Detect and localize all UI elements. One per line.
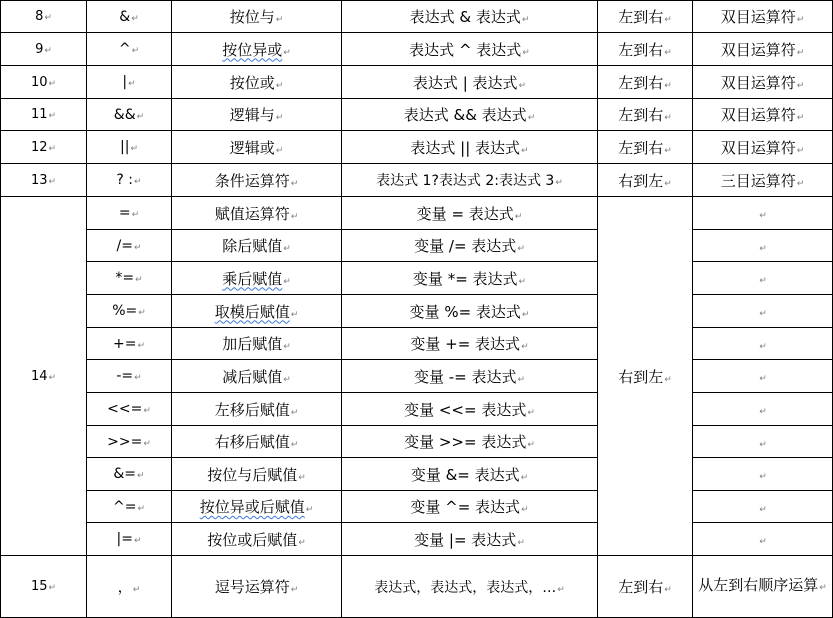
form-cell: 表达式 ^ 表达式↵ (342, 33, 598, 66)
operator-cell: |↵ (87, 66, 172, 99)
name-cell: 左移后赋值↵ (172, 393, 342, 426)
precedence-cell: 10↵ (1, 66, 87, 99)
associativity-cell: 左到右↵ (598, 99, 693, 131)
form-cell: 变量 += 表达式↵ (342, 328, 598, 360)
precedence-cell: 11↵ (1, 99, 87, 131)
description-cell: ↵ (693, 491, 833, 523)
form-cell: 变量 *= 表达式↵ (342, 262, 598, 295)
table-row (1, 393, 833, 426)
description-cell: 从左到右顺序运算↵ (693, 556, 833, 618)
precedence-cell: 8↵ (1, 1, 87, 33)
precedence-cell: 9↵ (1, 33, 87, 66)
operator-cell: <<=↵ (87, 393, 172, 426)
name-cell: 逻辑与↵ (172, 99, 342, 131)
name-cell: 按位与后赋值↵ (172, 458, 342, 491)
precedence-cell: 12↵ (1, 131, 87, 164)
name-cell: 赋值运算符↵ (172, 197, 342, 230)
associativity-cell: 左到右↵ (598, 33, 693, 66)
table-row (1, 360, 833, 393)
name-cell: 按位异或↵ (172, 33, 342, 66)
operator-cell: *=↵ (87, 262, 172, 295)
description-cell: 三目运算符↵ (693, 164, 833, 197)
table-row (1, 295, 833, 328)
description-cell: ↵ (693, 523, 833, 556)
form-cell: 变量 -= 表达式↵ (342, 360, 598, 393)
name-cell: 乘后赋值↵ (172, 262, 342, 295)
table-row (1, 33, 833, 66)
table-row (1, 230, 833, 262)
table-row (1, 426, 833, 458)
operator-cell: /=↵ (87, 230, 172, 262)
name-cell: 逻辑或↵ (172, 131, 342, 164)
form-cell: 变量 |= 表达式↵ (342, 523, 598, 556)
description-cell: ↵ (693, 328, 833, 360)
associativity-cell: 左到右↵ (598, 556, 693, 618)
name-cell: 加后赋值↵ (172, 328, 342, 360)
associativity-cell: 右到左↵ (598, 197, 693, 556)
table-row (1, 197, 833, 230)
precedence-cell: 13↵ (1, 164, 87, 197)
name-cell: 减后赋值↵ (172, 360, 342, 393)
description-cell: 双目运算符↵ (693, 131, 833, 164)
operator-cell: &↵ (87, 1, 172, 33)
description-cell: 双目运算符↵ (693, 66, 833, 99)
form-cell: 表达式 1?表达式 2:表达式 3↵ (342, 164, 598, 197)
description-cell: 双目运算符↵ (693, 99, 833, 131)
description-cell: ↵ (693, 262, 833, 295)
operator-cell: >>=↵ (87, 426, 172, 458)
form-cell: 变量 ^= 表达式↵ (342, 491, 598, 523)
name-cell: 条件运算符↵ (172, 164, 342, 197)
associativity-cell: 左到右↵ (598, 66, 693, 99)
name-cell: 逗号运算符↵ (172, 556, 342, 618)
description-cell: ↵ (693, 295, 833, 328)
table-row (1, 491, 833, 523)
operator-cell: ^↵ (87, 33, 172, 66)
name-cell: 按位与↵ (172, 1, 342, 33)
table-row (1, 262, 833, 295)
associativity-cell: 左到右↵ (598, 131, 693, 164)
operator-cell: +=↵ (87, 328, 172, 360)
table-row (1, 164, 833, 197)
operator-cell: ，↵ (87, 556, 172, 618)
name-cell: 按位或后赋值↵ (172, 523, 342, 556)
form-cell: 变量 >>= 表达式↵ (342, 426, 598, 458)
form-cell: 表达式 || 表达式↵ (342, 131, 598, 164)
description-cell: ↵ (693, 393, 833, 426)
form-cell: 表达式，表达式，表达式，…↵ (342, 556, 598, 618)
operator-cell: ||↵ (87, 131, 172, 164)
operator-cell: ? :↵ (87, 164, 172, 197)
table-row (1, 66, 833, 99)
name-cell: 取模后赋值↵ (172, 295, 342, 328)
associativity-cell: 右到左↵ (598, 164, 693, 197)
table-row (1, 131, 833, 164)
form-cell: 表达式 && 表达式↵ (342, 99, 598, 131)
description-cell: ↵ (693, 360, 833, 393)
table-row (1, 458, 833, 491)
table-row (1, 523, 833, 556)
table-row (1, 1, 833, 33)
operator-cell: ^=↵ (87, 491, 172, 523)
precedence-cell: 15↵ (1, 556, 87, 618)
operator-cell: %=↵ (87, 295, 172, 328)
operator-cell: -=↵ (87, 360, 172, 393)
form-cell: 变量 /= 表达式↵ (342, 230, 598, 262)
description-cell: ↵ (693, 230, 833, 262)
form-cell: 表达式 | 表达式↵ (342, 66, 598, 99)
operator-cell: &&↵ (87, 99, 172, 131)
name-cell: 除后赋值↵ (172, 230, 342, 262)
associativity-cell: 左到右↵ (598, 1, 693, 33)
form-cell: 变量 %= 表达式↵ (342, 295, 598, 328)
description-cell: ↵ (693, 458, 833, 491)
name-cell: 按位或↵ (172, 66, 342, 99)
table-row (1, 328, 833, 360)
table-row (1, 99, 833, 131)
name-cell: 右移后赋值↵ (172, 426, 342, 458)
form-cell: 变量 = 表达式↵ (342, 197, 598, 230)
table-row (1, 556, 833, 618)
form-cell: 变量 <<= 表达式↵ (342, 393, 598, 426)
precedence-cell: 14↵ (1, 197, 87, 556)
form-cell: 表达式 & 表达式↵ (342, 1, 598, 33)
description-cell: 双目运算符↵ (693, 33, 833, 66)
description-cell: ↵ (693, 426, 833, 458)
name-cell: 按位异或后赋值↵ (172, 491, 342, 523)
description-cell: 双目运算符↵ (693, 1, 833, 33)
operator-cell: &=↵ (87, 458, 172, 491)
operator-cell: |=↵ (87, 523, 172, 556)
form-cell: 变量 &= 表达式↵ (342, 458, 598, 491)
operator-cell: =↵ (87, 197, 172, 230)
description-cell: ↵ (693, 197, 833, 230)
